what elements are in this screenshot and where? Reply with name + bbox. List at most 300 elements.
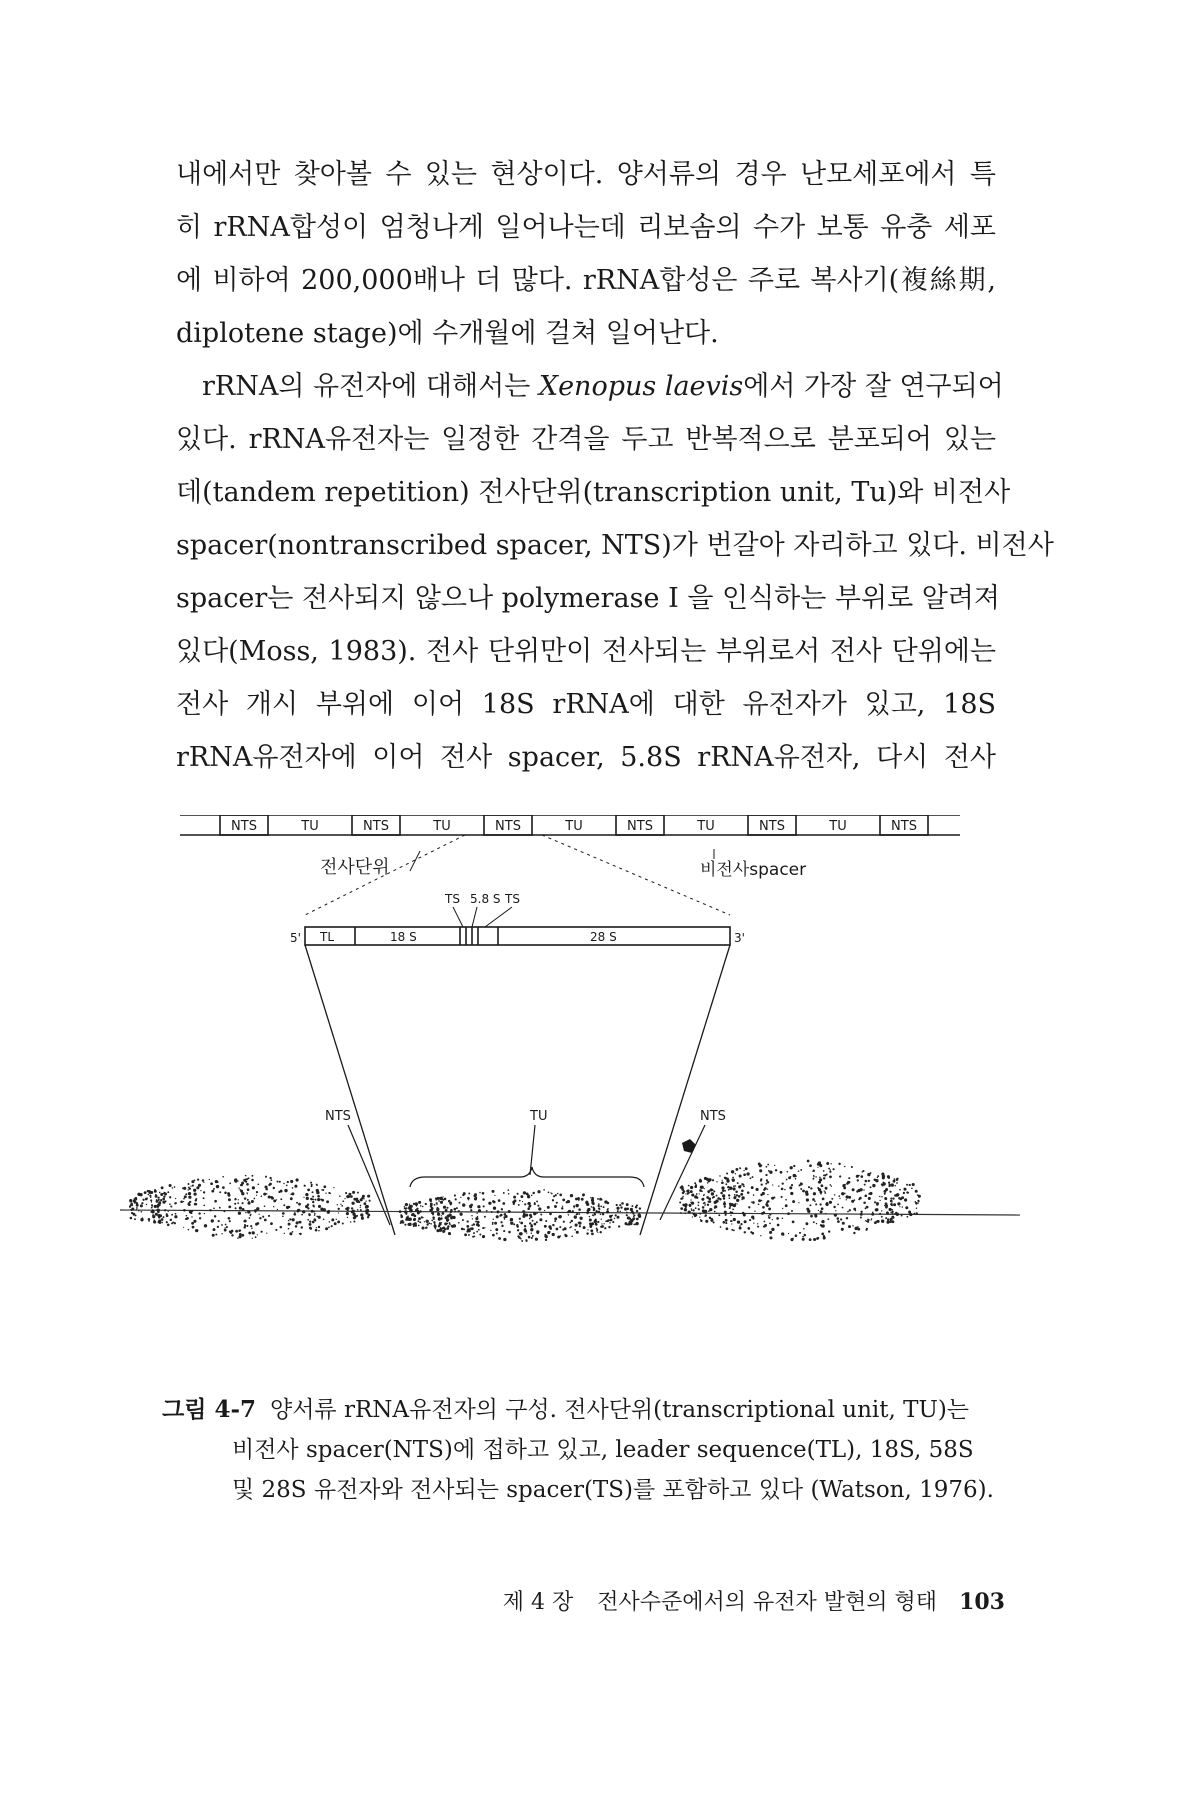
fibril-dot <box>738 1195 741 1198</box>
fibril-dot <box>468 1234 470 1236</box>
fibril-dot <box>532 1192 534 1194</box>
fibril-dot <box>809 1204 811 1206</box>
fibril-dot <box>635 1222 638 1225</box>
fibril-dot <box>785 1199 787 1201</box>
fibril-dot <box>159 1222 161 1224</box>
fibril-dot <box>909 1184 911 1186</box>
fibril-dot <box>333 1187 334 1188</box>
fibril-dot <box>915 1190 918 1193</box>
fibril-dot <box>161 1186 164 1189</box>
text-fragment: rRNA의 유전자에 대해서는 <box>202 371 539 402</box>
fibril-dot <box>468 1229 471 1232</box>
fibril-dot <box>156 1200 159 1203</box>
pointer-line <box>410 851 420 871</box>
fibril-dot <box>903 1188 906 1191</box>
fibril-dot <box>365 1211 368 1214</box>
fibril-dot <box>830 1169 832 1171</box>
fibril-dot <box>707 1179 710 1182</box>
fibril-dot <box>294 1185 297 1188</box>
fibril-dot <box>884 1193 885 1194</box>
fibril-dot <box>896 1182 898 1184</box>
fibril-dot <box>686 1190 689 1193</box>
fibril-dot <box>854 1199 856 1201</box>
fibril-dot <box>460 1213 463 1216</box>
fibril-dot <box>722 1180 723 1181</box>
fibril-dot <box>819 1203 821 1205</box>
fibril-dot <box>752 1176 754 1178</box>
fibril-dot <box>591 1201 594 1204</box>
fibril-dot <box>894 1185 896 1187</box>
fibril-dot <box>838 1195 840 1197</box>
fibril-dot <box>436 1199 437 1200</box>
fibril-dot <box>331 1218 334 1221</box>
fibril-dot <box>594 1220 597 1223</box>
fibril-dot <box>802 1238 805 1241</box>
fibril-dot <box>890 1203 893 1206</box>
fibril-dot <box>148 1194 150 1196</box>
fibril-dot <box>463 1228 465 1230</box>
fibril-dot <box>317 1198 320 1201</box>
fibril-dot <box>782 1208 783 1209</box>
fibril-dot <box>446 1207 448 1209</box>
fibril-dot <box>852 1225 853 1226</box>
fibril-dot <box>620 1206 622 1208</box>
fibril-dot <box>312 1201 314 1203</box>
text-line: 있다(Moss, 1983). 전사 단위만이 전사되는 부위로서 전사 단위에는 <box>176 636 996 667</box>
fibril-dot <box>868 1197 871 1200</box>
fibril-dot <box>716 1195 718 1197</box>
caption-text: 양서류 rRNA유전자의 구성. 전사단위(transcriptional unit, TU)는 <box>270 1397 970 1423</box>
fibril-dot <box>741 1183 743 1185</box>
fibril-dot <box>436 1208 439 1211</box>
fibril-dot <box>193 1220 196 1223</box>
page-footer <box>445 1585 1005 1616</box>
fibril-dot <box>582 1193 585 1196</box>
fibril-dot <box>238 1187 239 1188</box>
fibril-dot <box>733 1206 734 1207</box>
bar-label: NTS <box>891 819 917 834</box>
fibril-dot <box>228 1217 231 1220</box>
fibril-dot <box>739 1225 741 1227</box>
fibril-dot <box>694 1195 697 1198</box>
fibril-dot <box>283 1204 285 1206</box>
fibril-dot <box>800 1188 802 1190</box>
fibril-dot <box>484 1216 486 1218</box>
fibril-dot <box>591 1233 594 1236</box>
fibril-dot <box>884 1205 885 1206</box>
fibril-dot <box>871 1213 874 1216</box>
fibril-dot <box>844 1166 846 1168</box>
fibril-dot <box>792 1221 795 1224</box>
fibril-dot <box>825 1187 828 1190</box>
fibril-dot <box>596 1230 598 1232</box>
chapter-title: 전사수준에서의 유전자 발현의 형태 <box>597 1590 938 1615</box>
fibril-dot <box>815 1176 817 1178</box>
fibril-dot <box>788 1233 789 1234</box>
fibril-dot <box>210 1182 213 1185</box>
ts-label: TS <box>445 892 460 906</box>
fibril-dot <box>404 1224 406 1226</box>
fibril-dot <box>700 1186 703 1189</box>
fibril-dot <box>879 1200 880 1201</box>
fibril-dot <box>244 1224 246 1226</box>
fibril-dot <box>586 1232 588 1234</box>
fibril-dot <box>188 1183 190 1185</box>
fibril-dot <box>478 1209 481 1212</box>
text-line: spacer(nontranscribed spacer, NTS)가 번갈아 자리하고 있다. 비전사 <box>176 530 1054 561</box>
fibril-dot <box>552 1199 554 1201</box>
fibril-dot <box>187 1189 189 1191</box>
fibril-dot <box>289 1218 291 1220</box>
fibril-dot <box>251 1227 253 1229</box>
fibril-dot <box>610 1218 613 1221</box>
fibril-dot <box>213 1188 215 1190</box>
fibril-dot <box>211 1219 214 1222</box>
fibril-dot <box>698 1201 700 1203</box>
fibril-dot <box>794 1175 796 1177</box>
fibril-dot <box>725 1177 728 1180</box>
fibril-dot <box>707 1182 709 1184</box>
fibril-dot <box>684 1208 687 1211</box>
fibril-dot <box>523 1229 525 1231</box>
fibril-dot <box>305 1205 308 1208</box>
fibril-dot <box>600 1206 602 1208</box>
figure-drawing <box>120 815 1020 1375</box>
fibril-dot <box>732 1179 735 1182</box>
fibril-dot <box>479 1192 481 1194</box>
fibril-dot <box>224 1229 227 1232</box>
text-line: 내에서만 찾아볼 수 있는 현상이다. 양서류의 경우 난모세포에서 특 <box>176 159 996 190</box>
fibril-dot <box>250 1225 252 1227</box>
fibril-dot <box>493 1207 496 1210</box>
fibril-dot <box>791 1184 793 1186</box>
fibril-dot <box>353 1220 355 1222</box>
fibril-dot <box>548 1192 550 1194</box>
fibril-dot <box>304 1185 306 1187</box>
fibril-dot <box>581 1198 584 1201</box>
fibril-dot <box>889 1191 891 1193</box>
fibril-dot <box>711 1192 714 1195</box>
fibril-dot <box>848 1177 850 1179</box>
fibril-dot <box>904 1198 907 1201</box>
fibril-dot <box>194 1193 197 1196</box>
caption-line <box>162 1390 1012 1430</box>
fibril-dot <box>690 1190 693 1193</box>
fibril-dot <box>735 1191 738 1194</box>
fibril-dot <box>851 1166 853 1168</box>
fibril-dot <box>517 1235 519 1237</box>
fibril-dot <box>624 1222 627 1225</box>
fibril-dot <box>827 1218 829 1220</box>
fibril-dot <box>483 1205 485 1207</box>
fibril-dot <box>415 1203 418 1206</box>
fibril-dot <box>553 1195 555 1197</box>
fibril-dot <box>769 1217 771 1219</box>
fibril-dot <box>467 1197 470 1200</box>
fibril-dot <box>918 1201 920 1203</box>
fibril-dot <box>733 1229 735 1231</box>
text-line: 에 비하여 200,000배나 더 많다. rRNA합성은 주로 복사기(複絲期, <box>176 265 996 296</box>
fibril-dot <box>479 1233 481 1235</box>
fibril-dot <box>734 1194 736 1196</box>
fibril-dot <box>593 1215 595 1217</box>
fibril-dot <box>842 1222 845 1225</box>
fibril-dot <box>169 1196 171 1198</box>
fibril-dot <box>718 1214 720 1216</box>
fibril-dot <box>152 1215 155 1218</box>
fibril-dot <box>167 1191 169 1193</box>
fibril-dot <box>728 1189 730 1191</box>
fibril-dot <box>787 1212 790 1215</box>
fibril-dot <box>369 1200 371 1202</box>
fibril-dot <box>237 1237 239 1239</box>
fibril-dot <box>635 1206 638 1209</box>
fibril-dot <box>791 1210 793 1212</box>
fibril-dot <box>168 1211 169 1212</box>
fibril-dot <box>442 1196 443 1197</box>
fibril-dot <box>745 1167 748 1170</box>
fibril-dot <box>597 1221 599 1223</box>
fibril-dot <box>763 1189 765 1191</box>
fibril-dot <box>169 1203 171 1205</box>
fibril-dot <box>519 1200 521 1202</box>
fibril-dot <box>312 1191 314 1193</box>
fibril-dot <box>261 1195 263 1197</box>
fibril-dot <box>563 1221 565 1223</box>
fibril-dot <box>241 1192 244 1195</box>
fibril-dot <box>544 1210 545 1211</box>
fibril-dot <box>482 1198 485 1201</box>
fibril-dot <box>896 1213 899 1216</box>
fibril-dot <box>436 1202 438 1204</box>
fibril-dot <box>418 1225 420 1227</box>
fibril-dot <box>860 1211 862 1213</box>
fibril-dot <box>356 1200 359 1203</box>
fibril-dot <box>464 1233 467 1236</box>
fibril-dot <box>138 1210 139 1211</box>
fibril-dot <box>575 1224 578 1227</box>
fibril-dot <box>809 1164 812 1167</box>
fibril-dot <box>725 1219 728 1222</box>
fibril-dot <box>228 1198 231 1201</box>
fibril-dot <box>719 1175 720 1176</box>
fibril-dot <box>262 1216 264 1218</box>
fibril-dot <box>879 1196 880 1197</box>
fibril-dot <box>826 1162 829 1165</box>
fibril-dot <box>198 1212 200 1214</box>
fibril-dot <box>703 1203 705 1205</box>
fibril-dot <box>244 1197 246 1199</box>
fibril-dot <box>741 1190 744 1193</box>
fibril-dot <box>857 1228 860 1231</box>
fibril-dot <box>350 1195 353 1198</box>
fibril-dot <box>435 1197 437 1199</box>
fibril-dot <box>252 1238 253 1239</box>
fibril-dot <box>130 1204 132 1206</box>
fibril-dot <box>576 1214 578 1216</box>
fibril-dot <box>767 1194 768 1195</box>
fibril-dot <box>417 1212 420 1215</box>
fibril-dot <box>251 1200 254 1203</box>
pointer-line <box>472 907 477 927</box>
fibril-dot <box>309 1220 311 1222</box>
fibril-dot <box>688 1185 690 1187</box>
text-line: 있다. rRNA유전자는 일정한 간격을 두고 반복적으로 분포되어 있는 <box>176 424 996 455</box>
micrograph-pointers <box>348 1125 705 1225</box>
fibril-dot <box>243 1179 246 1182</box>
fibril-dot <box>245 1212 246 1213</box>
fibril-dot <box>253 1198 255 1200</box>
fibril-dot <box>420 1205 422 1207</box>
fibril-dot <box>186 1217 189 1220</box>
fibril-dot <box>831 1186 832 1187</box>
fibril-dot <box>751 1186 754 1189</box>
fibril-dot <box>350 1221 351 1222</box>
fibril-dot <box>158 1201 161 1204</box>
fibril-dot <box>769 1223 771 1225</box>
fibril-dot <box>144 1191 147 1194</box>
fibril-dot <box>320 1208 323 1211</box>
fibril-dot <box>311 1210 314 1213</box>
fibril-dot <box>445 1209 448 1212</box>
fibril-dot <box>722 1194 725 1197</box>
fibril-dot <box>535 1238 538 1241</box>
fibril-dot <box>447 1214 450 1217</box>
fibril-dot <box>425 1227 426 1228</box>
fibril-dot <box>772 1184 773 1185</box>
fibril-dot <box>773 1197 775 1199</box>
fibril-dot <box>499 1215 501 1217</box>
segment-label: TL <box>320 930 335 944</box>
fibril-dot <box>317 1195 320 1198</box>
fibril-dot <box>526 1192 529 1195</box>
electron-micrograph <box>120 1160 1020 1242</box>
fibril-dot <box>835 1210 836 1211</box>
text-line: rRNA유전자에 이어 전사 spacer, 5.8S rRNA유전자, 다시 전사 <box>176 742 996 773</box>
fibril-dot <box>334 1222 337 1225</box>
fibril-dot <box>242 1208 245 1211</box>
fibril-dot <box>316 1227 317 1228</box>
fibril-dot <box>228 1206 231 1209</box>
fibril-dot <box>607 1208 609 1210</box>
fibril-dot <box>570 1194 573 1197</box>
fibril-dot <box>433 1221 435 1223</box>
fibril-dot <box>680 1207 683 1210</box>
fibril-dot <box>731 1223 732 1224</box>
fibril-dot <box>462 1219 464 1221</box>
fibril-dot <box>806 1198 809 1201</box>
fibril-dot <box>134 1218 136 1220</box>
fibril-dot <box>365 1206 368 1209</box>
fibril-dot <box>743 1173 746 1176</box>
fibril-dot <box>899 1197 902 1200</box>
fibril-dot <box>636 1210 638 1212</box>
fibril-dot <box>255 1211 256 1212</box>
fibril-dot <box>468 1192 470 1194</box>
fibril-dot <box>733 1187 736 1190</box>
fibril-dot <box>477 1205 480 1208</box>
fibril-dot <box>401 1215 403 1217</box>
fibril-dot <box>299 1221 302 1224</box>
fibril-dot <box>545 1239 547 1241</box>
fibril-dot <box>265 1176 267 1178</box>
fibril-dot <box>310 1198 313 1201</box>
fibril-dot <box>571 1220 573 1222</box>
fibril-dot <box>790 1192 793 1195</box>
fibril-dot <box>877 1175 879 1177</box>
fibril-dot <box>263 1193 266 1196</box>
fibril-dot <box>240 1184 243 1187</box>
fibril-dot <box>291 1192 294 1195</box>
fibril-dot <box>461 1228 464 1231</box>
fibril-dot <box>462 1203 465 1206</box>
fibril-dot <box>282 1215 284 1217</box>
fibril-dot <box>544 1225 547 1228</box>
fibril-dot <box>892 1220 895 1223</box>
fibril-dot <box>913 1213 915 1215</box>
fibril-dot <box>749 1219 751 1221</box>
fibril-dot <box>805 1193 808 1196</box>
fibril-dot <box>869 1192 872 1195</box>
fibril-dot <box>694 1215 696 1217</box>
fibril-dot <box>136 1202 138 1204</box>
fibril-dot <box>520 1222 523 1225</box>
transcript-fibrils-middle <box>399 1189 641 1242</box>
fibril-dot <box>161 1222 163 1224</box>
fibril-dot <box>820 1192 821 1193</box>
fibril-dot <box>527 1195 530 1198</box>
fibril-dot <box>834 1194 836 1196</box>
fibril-dot <box>164 1193 167 1196</box>
fibril-dot <box>606 1210 609 1213</box>
fibril-dot <box>825 1213 827 1215</box>
fibril-dot <box>136 1209 138 1211</box>
fibril-dot <box>822 1198 825 1201</box>
fibril-dot <box>620 1211 622 1213</box>
fibril-dot <box>431 1220 433 1222</box>
fibril-dot <box>589 1219 590 1220</box>
fibril-dot <box>682 1196 684 1198</box>
fibril-dot <box>731 1170 734 1173</box>
fibril-dot <box>188 1196 191 1199</box>
figure-caption <box>162 1390 1012 1510</box>
fibril-dot <box>471 1215 472 1216</box>
bar-label: NTS <box>759 819 785 834</box>
fibril-dot <box>174 1186 176 1188</box>
transcript-fibrils-right <box>679 1160 921 1242</box>
fibril-dot <box>493 1201 496 1204</box>
fibril-dot <box>251 1179 254 1182</box>
fibril-dot <box>247 1210 250 1213</box>
fibril-dot <box>508 1210 511 1213</box>
fibril-dot <box>600 1231 602 1233</box>
fibril-dot <box>699 1179 701 1181</box>
fibril-dot <box>351 1202 354 1205</box>
fibril-dot <box>501 1208 503 1210</box>
fibril-dot <box>314 1213 316 1215</box>
fibril-dot <box>508 1193 510 1195</box>
fibril-dot <box>163 1216 165 1218</box>
fibril-dot <box>223 1210 225 1212</box>
fibril-dot <box>695 1207 697 1209</box>
fibril-dot <box>754 1210 755 1211</box>
fibril-dot <box>758 1162 761 1165</box>
fibril-dot <box>140 1211 142 1213</box>
fibril-dot <box>301 1214 303 1216</box>
micrograph-labels <box>325 1109 726 1124</box>
segment-label: 28 S <box>590 930 617 944</box>
fibril-dot <box>170 1205 172 1207</box>
